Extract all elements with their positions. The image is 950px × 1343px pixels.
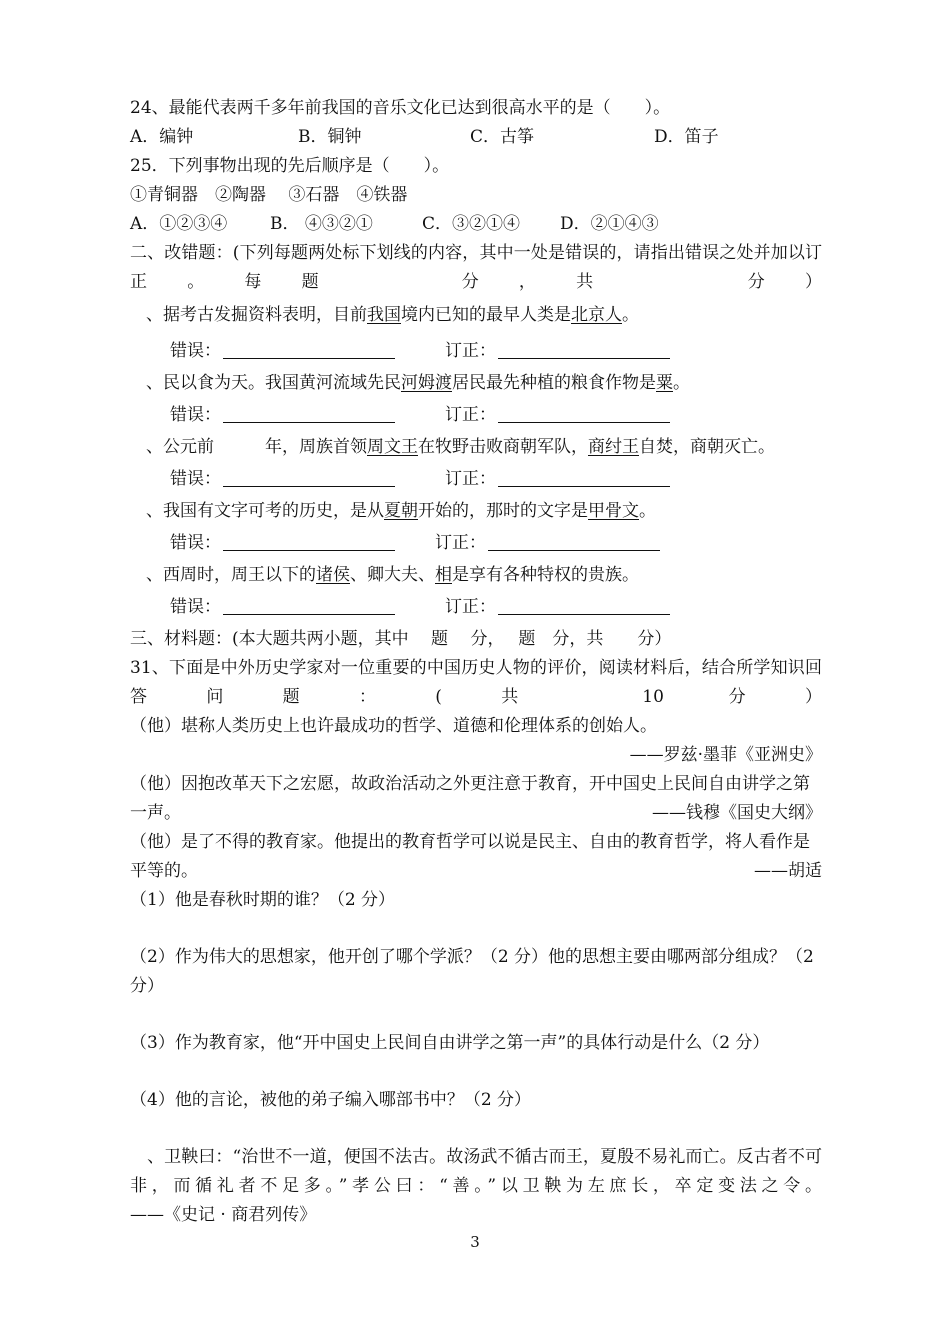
section2-item — [130, 433, 822, 497]
fix-blank[interactable] — [488, 530, 660, 551]
error-blank[interactable] — [223, 338, 395, 359]
quote-3-block — [130, 828, 822, 886]
exam-page — [130, 94, 822, 1230]
fix-blank[interactable] — [498, 594, 670, 615]
error-label: 错误： — [170, 597, 221, 617]
item-text: 。 — [622, 305, 639, 325]
q24-stem: 24、最能代表两千多年前我国的音乐文化已达到很高水平的是（ ）。 — [130, 98, 671, 118]
error-blank[interactable] — [223, 402, 395, 423]
item-text: 在牧野击败商朝军队， — [418, 437, 588, 457]
item-text: 自焚，商朝灭亡。 — [639, 437, 775, 457]
underlined-term: 相 — [435, 565, 452, 585]
quote-2: （他）因抱改革天下之宏愿，故政治活动之外更注意于教育，开中国史上民间自由讲学之第一声。 — [130, 774, 810, 823]
question-2: （2）作为伟大的思想家，他开创了哪个学派？（2 分）他的思想主要由哪两部分组成？（2 分） — [130, 947, 814, 996]
section2-item — [130, 297, 822, 369]
answer-row — [130, 589, 822, 625]
quote-2-block — [130, 770, 822, 828]
item-text: 、卿大夫、 — [350, 565, 435, 585]
q25-option-c: C．③②①④ — [422, 214, 521, 234]
underlined-term: 我国 — [367, 305, 401, 325]
item-text: 境内已知的最早人类是 — [401, 305, 571, 325]
q25-stem: 25．下列事物出现的先后顺序是（ ）。 — [130, 156, 450, 176]
question-3: （3）作为教育家，他“开中国史上民间自由讲学之第一声”的具体行动是什么（2 分） — [130, 1033, 770, 1053]
error-label: 错误： — [170, 469, 221, 489]
q24-option-a: A．编钟 — [130, 127, 194, 147]
quote-3-source: ——胡适 — [754, 861, 822, 881]
underlined-term: 诸侯 — [316, 565, 350, 585]
item-text: 居民最先种植的粮食作物是 — [452, 373, 656, 393]
fix-blank[interactable] — [498, 402, 670, 423]
fix-label: 订正： — [445, 341, 496, 361]
item-text: 、据考古发掘资料表明，目前 — [146, 305, 367, 325]
underlined-term: 北京人 — [571, 305, 622, 325]
underlined-term: 河姆渡 — [401, 373, 452, 393]
item-text: 开始的，那时的文字是 — [418, 501, 588, 521]
section2-item — [130, 561, 822, 625]
q25-option-a: A．①②③④ — [130, 214, 228, 234]
item-text: 、民以食为天。我国黄河流域先民 — [146, 373, 401, 393]
page-number: 3 — [470, 1233, 480, 1251]
fix-label: 订正： — [445, 405, 496, 425]
underlined-term: 商纣王 — [588, 437, 639, 457]
q25-options — [130, 210, 822, 239]
section3-title: 三、材料题：(本大题共两小题，其中 题 分， 题 分，共 分） — [130, 629, 672, 649]
item-text: 、公元前 年，周族首领 — [146, 437, 367, 457]
q24-option-d: D．笛子 — [654, 127, 719, 147]
q25-items: ①青铜器 ②陶器 ③石器 ④铁器 — [130, 185, 408, 205]
question-1: （1）他是春秋时期的谁？（2 分） — [130, 890, 396, 910]
question-4: （4）他的言论，被他的弟子编入哪部书中？（2 分） — [130, 1090, 532, 1110]
item-text: 。 — [639, 501, 656, 521]
q24-options — [130, 123, 822, 152]
underlined-term: 夏朝 — [384, 501, 418, 521]
error-label: 错误： — [170, 533, 221, 553]
quote-1: （他）堪称人类历史上也许最成功的哲学、道德和伦理体系的创始人。 — [130, 716, 657, 736]
section2-items — [130, 297, 822, 625]
quote-2-source: ——钱穆《国史大纲》 — [652, 803, 822, 823]
underlined-term: 粟 — [656, 373, 673, 393]
quote-1-source: ——罗兹·墨菲《亚洲史》 — [629, 745, 822, 765]
section2-title: 二、改错题：(下列每题两处标下划线的内容，其中一处是错误的，请指出错误之处并加以订正。每题 分，共 分） — [130, 243, 822, 292]
q24-option-b: B．铜钟 — [298, 127, 362, 147]
fix-blank[interactable] — [498, 466, 670, 487]
answer-row — [130, 525, 822, 561]
error-blank[interactable] — [223, 594, 395, 615]
q32-text: 、卫鞅曰：“治世不一道，便国不法古。故汤武不循古而王，夏殷不易礼而亡。反古者不可非，而循礼者不足多。”孝公曰：“善。”以卫鞅为左庶长，卒定变法之令。 — [130, 1147, 822, 1196]
underlined-term: 甲骨文 — [588, 501, 639, 521]
error-blank[interactable] — [223, 466, 395, 487]
fix-label: 订正： — [435, 533, 486, 553]
q31-stem: 31、下面是中外历史学家对一位重要的中国历史人物的评价，阅读材料后，结合所学知识回答问题：(共 10 分） — [130, 658, 822, 707]
error-blank[interactable] — [223, 530, 395, 551]
error-label: 错误： — [170, 405, 221, 425]
error-label: 错误： — [170, 341, 221, 361]
answer-row — [130, 397, 822, 433]
quote-3: （他）是了不得的教育家。他提出的教育哲学可以说是民主、自由的教育哲学，将人看作是平等的。 — [130, 832, 810, 881]
item-text: 是享有各种特权的贵族。 — [452, 565, 639, 585]
q24-option-c: C．古筝 — [470, 127, 535, 147]
section2-item — [130, 497, 822, 561]
fix-label: 订正： — [445, 469, 496, 489]
underlined-term: 周文王 — [367, 437, 418, 457]
item-text: 、西周时，周王以下的 — [146, 565, 316, 585]
item-text: 、我国有文字可考的历史，是从 — [146, 501, 384, 521]
answer-row — [130, 333, 822, 369]
q25-option-b: B． ④③②① — [270, 214, 373, 234]
fix-label: 订正： — [445, 597, 496, 617]
q32-source: ——《史记 · 商君列传》 — [130, 1205, 317, 1225]
fix-blank[interactable] — [498, 338, 670, 359]
q25-option-d: D．②①④③ — [560, 214, 659, 234]
answer-row — [130, 461, 822, 497]
section2-item — [130, 369, 822, 433]
item-text: 。 — [673, 373, 690, 393]
